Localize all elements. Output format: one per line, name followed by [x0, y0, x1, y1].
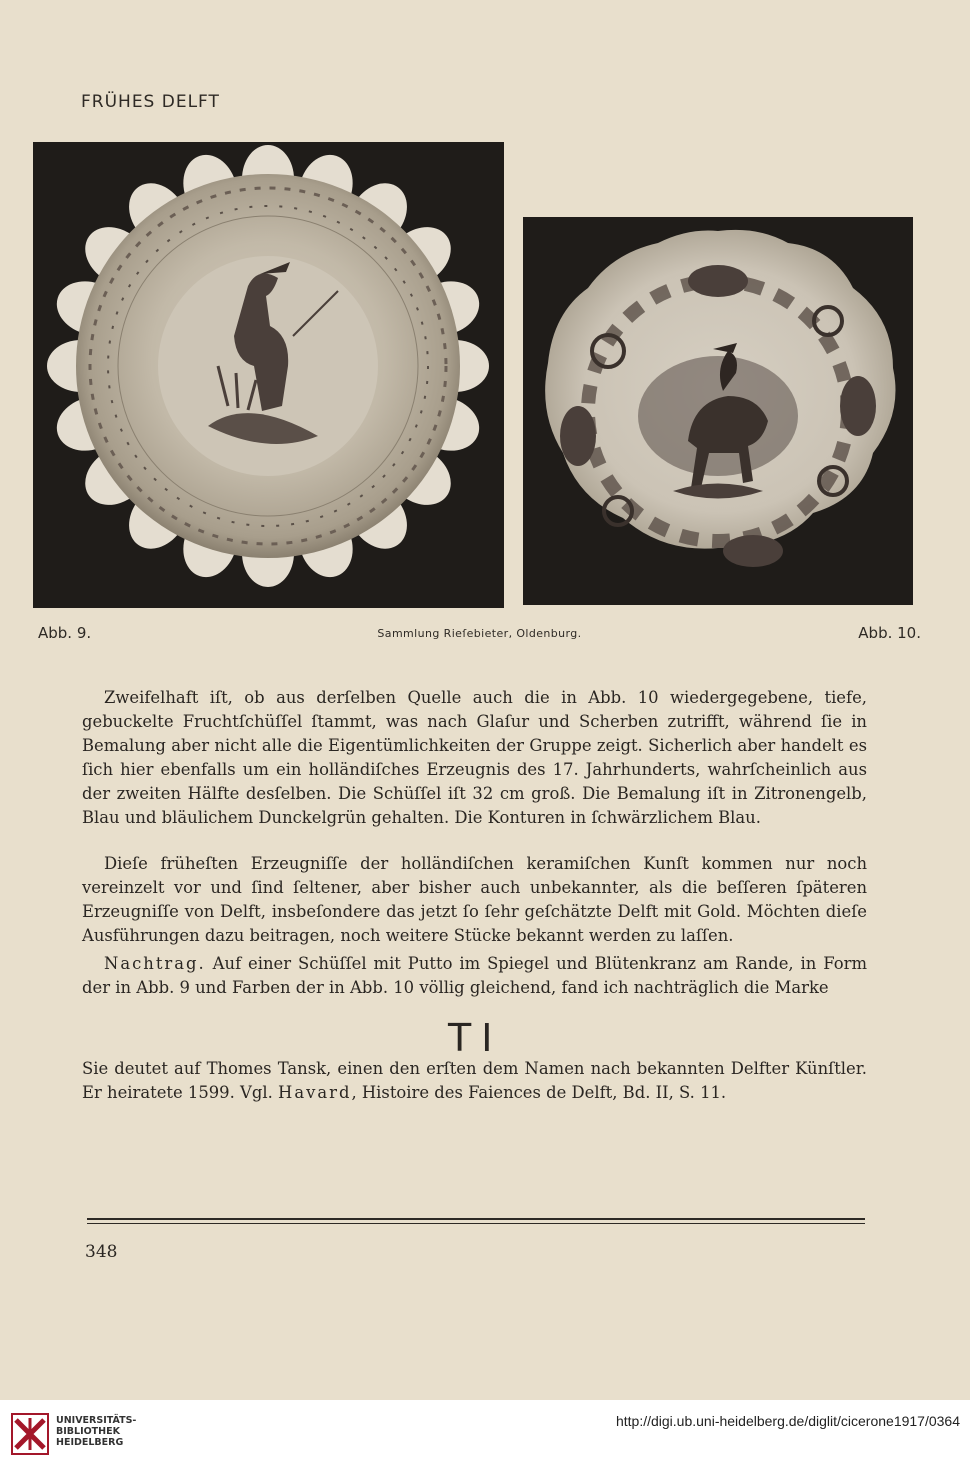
source-url-link[interactable]: http://digi.ub.uni-heidelberg.de/diglit/cicerone1917/0364 — [615, 1413, 960, 1429]
potter-mark: TI — [448, 1016, 503, 1060]
running-head: FRÜHES DELFT — [81, 92, 220, 112]
paragraph-4-text-b: , Histoire des Faiences de Delft, Bd. II, S. 11. — [351, 1083, 727, 1102]
figure-caption-row — [38, 624, 921, 646]
figure-abb-10-photo — [523, 217, 913, 605]
paragraph-2 — [82, 852, 867, 948]
paragraph-1-text: Zweifelhaft iſt, ob aus derſelben Quelle auch die in Abb. 10 wiedergegebene, tiefe, gebuckelte Fruchtſchüſſel ſtammt, was nach Glaſur und Scherben zutrifft, während ſie in Bemalung aber nicht alle die Eigentümlichkeiten der Gruppe zeigt. Sicherlich aber handelt es ſich hier ebenfalls um ein holländiſches Erzeugnis des 17. Jahrhunderts, wahrſcheinlich aus der zweiten Hälfte desſelben. Die Schüſſel iſt 32 cm groß. Die Bemalung iſt in Zitronengelb, Blau und bläulichem Dunckelgrün gehalten. Die Konturen in ſchwärzlichem Blau. — [82, 688, 867, 827]
figure-label-abb-9: Abb. 9. — [38, 624, 92, 642]
author-havard: Havard — [278, 1083, 352, 1102]
paragraph-2-text: Dieſe früheſten Erzeugniſſe der holländiſchen keramiſchen Kunſt kommen nur noch vereinzelt vor und ſind ſeltener, aber bisher auch unbekannter, als die beſſeren ſpäteren Erzeugniſſe von Delft, insbeſondere das jetzt ſo ſehr geſchätzte Delft mit Gold. Möchten dieſe Ausführungen dazu beitragen, noch weitere Stücke bekannt werden zu laſſen. — [82, 854, 867, 945]
page-number: 348 — [85, 1242, 118, 1262]
figure-label-abb-10: Abb. 10. — [858, 624, 921, 642]
paragraph-4 — [82, 1057, 867, 1105]
footer-rule-thin — [87, 1223, 865, 1224]
collection-caption: Sammlung Rieſebieter, Oldenburg. — [377, 627, 582, 640]
paragraph-nachtrag — [82, 952, 867, 1000]
university-library-logo-icon — [10, 1412, 50, 1456]
figure-abb-9-photo — [33, 142, 504, 608]
footer-rule-thick — [87, 1218, 865, 1220]
nachtrag-text: Auf einer Schüſſel mit Putto im Spiegel und Blütenkranz am Rande, in Form der in Abb. 9 und Farben der in Abb. 10 völlig gleichend, fand ich nachträglich die Marke — [82, 954, 867, 997]
paragraph-4-text-a: Sie deutet auf Thomes Tansk, einen den erſten dem Namen nach bekannten Delfter Künſtler. Er heiratete 1599. Vgl. — [82, 1059, 867, 1102]
library-name: UNIVERSITÄTS- BIBLIOTHEK HEIDELBERG — [56, 1415, 137, 1448]
paragraph-1 — [82, 686, 867, 830]
digitization-footer — [0, 1400, 970, 1471]
nachtrag-heading: Nachtrag. — [104, 954, 206, 973]
